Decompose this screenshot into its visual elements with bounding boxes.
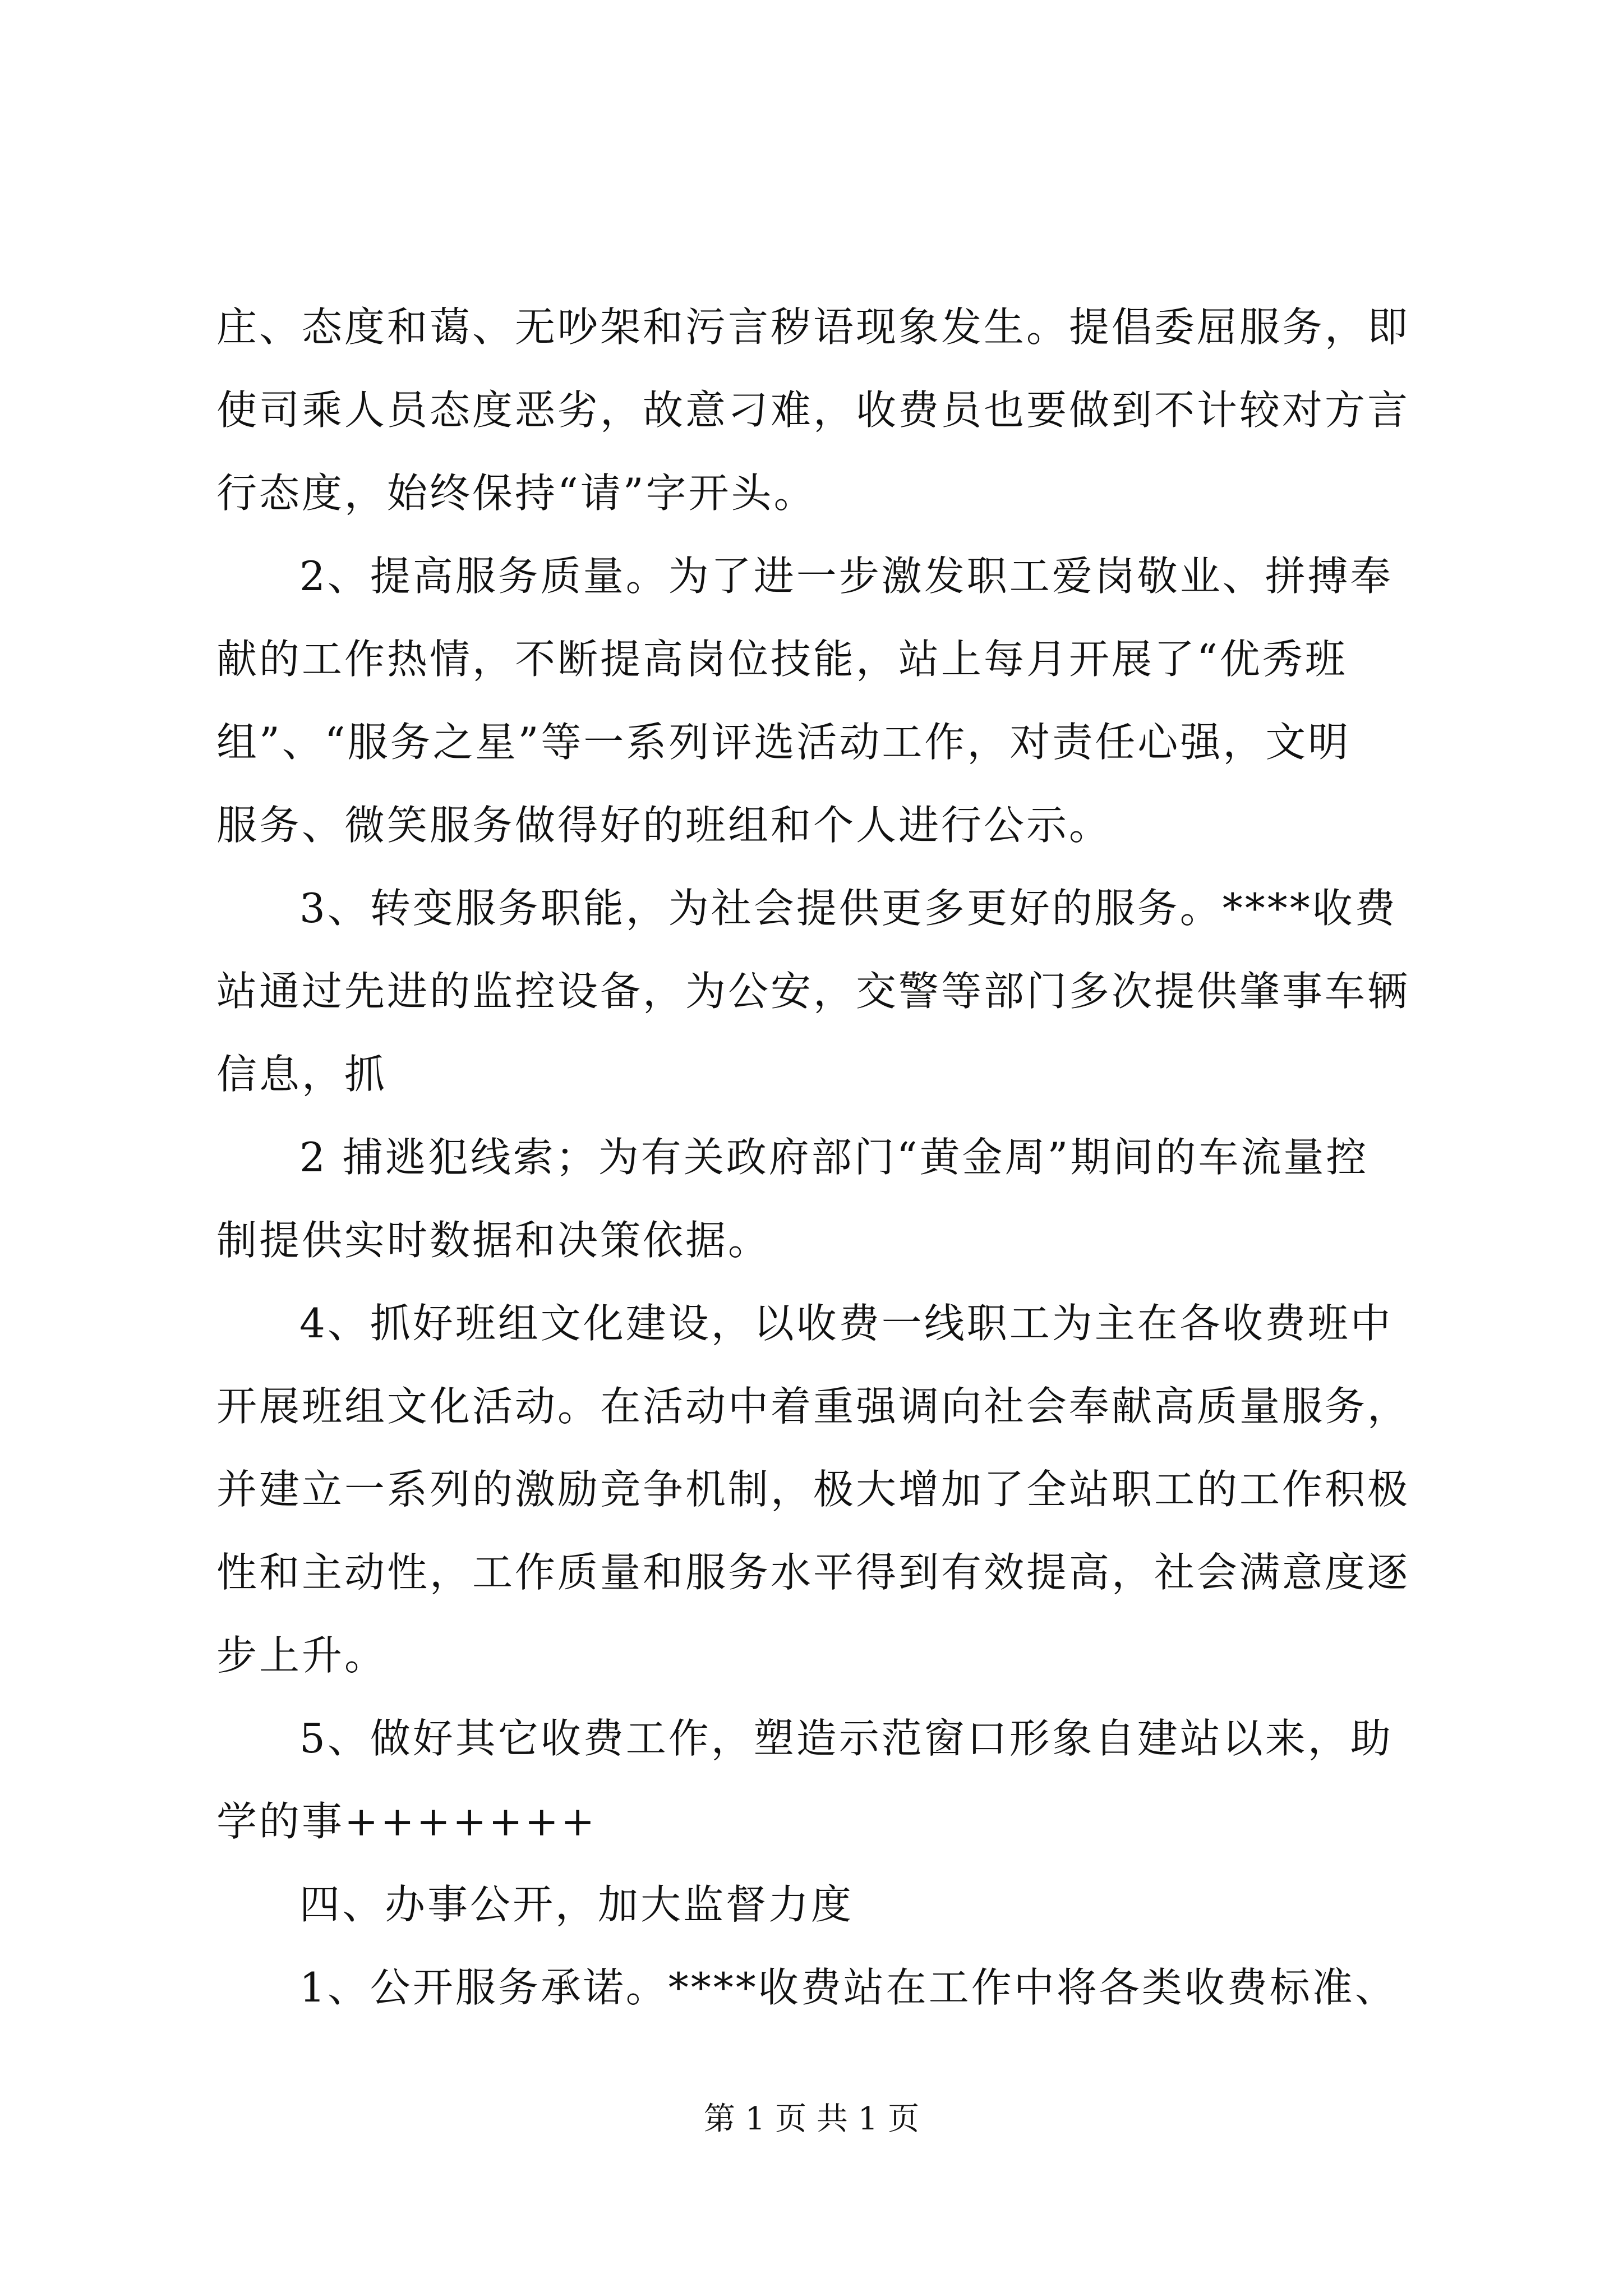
section-heading: 四、办事公开，加大监督力度 [299, 1881, 854, 1928]
text-line: 服务、微笑服务做得好的班组和个人进行公示。 [216, 802, 1112, 849]
text-line: 献的工作热情，不断提高岗位技能，站上每月开展了“优秀班 [216, 636, 1348, 683]
text-line: 5、做好其它收费工作，塑造示范窗口形象自建站以来，助 [299, 1715, 1393, 1762]
text-line: 2、提高服务质量。为了进一步激发职工爱岗敬业、拼搏奉 [299, 553, 1393, 600]
text-line: 步上升。 [216, 1632, 388, 1679]
text-line: 性和主动性，工作质量和服务水平得到有效提高，社会满意度逐 [216, 1549, 1410, 1596]
text-line: 庄、态度和蔼、无吵架和污言秽语现象发生。提倡委屈服务，即 [216, 303, 1410, 351]
text-line: 行态度，始终保持“请”字开头。 [216, 470, 817, 517]
text-line: 学的事+++++++ [216, 1798, 597, 1845]
text-line: 使司乘人员态度恶劣，故意刁难，收费员也要做到不计较对方言 [216, 386, 1410, 434]
text-line: 2 捕逃犯线索；为有关政府部门“黄金周”期间的车流量控 [299, 1134, 1369, 1181]
text-line: 站通过先进的监控设备，为公安，交警等部门多次提供肇事车辆 [216, 968, 1410, 1015]
text-line: 制提供实时数据和决策依据。 [216, 1217, 771, 1264]
text-line: 3、转变服务职能，为社会提供更多更好的服务。****收费 [299, 885, 1398, 932]
page-footer: 第 1 页 共 1 页 [703, 2101, 920, 2137]
text-line: 组”、“服务之星”等一系列评选活动工作，对责任心强，文明 [216, 719, 1351, 766]
text-line: 并建立一系列的激励竞争机制，极大增加了全站职工的工作积极 [216, 1466, 1410, 1513]
text-line: 信息，抓 [216, 1051, 388, 1098]
text-line: 4、抓好班组文化建设，以收费一线职工为主在各收费班中 [299, 1300, 1393, 1347]
text-line: 1、公开服务承诺。****收费站在工作中将各类收费标准、 [299, 1964, 1398, 2011]
text-line: 开展班组文化活动。在活动中着重强调向社会奉献高质量服务， [216, 1383, 1410, 1430]
